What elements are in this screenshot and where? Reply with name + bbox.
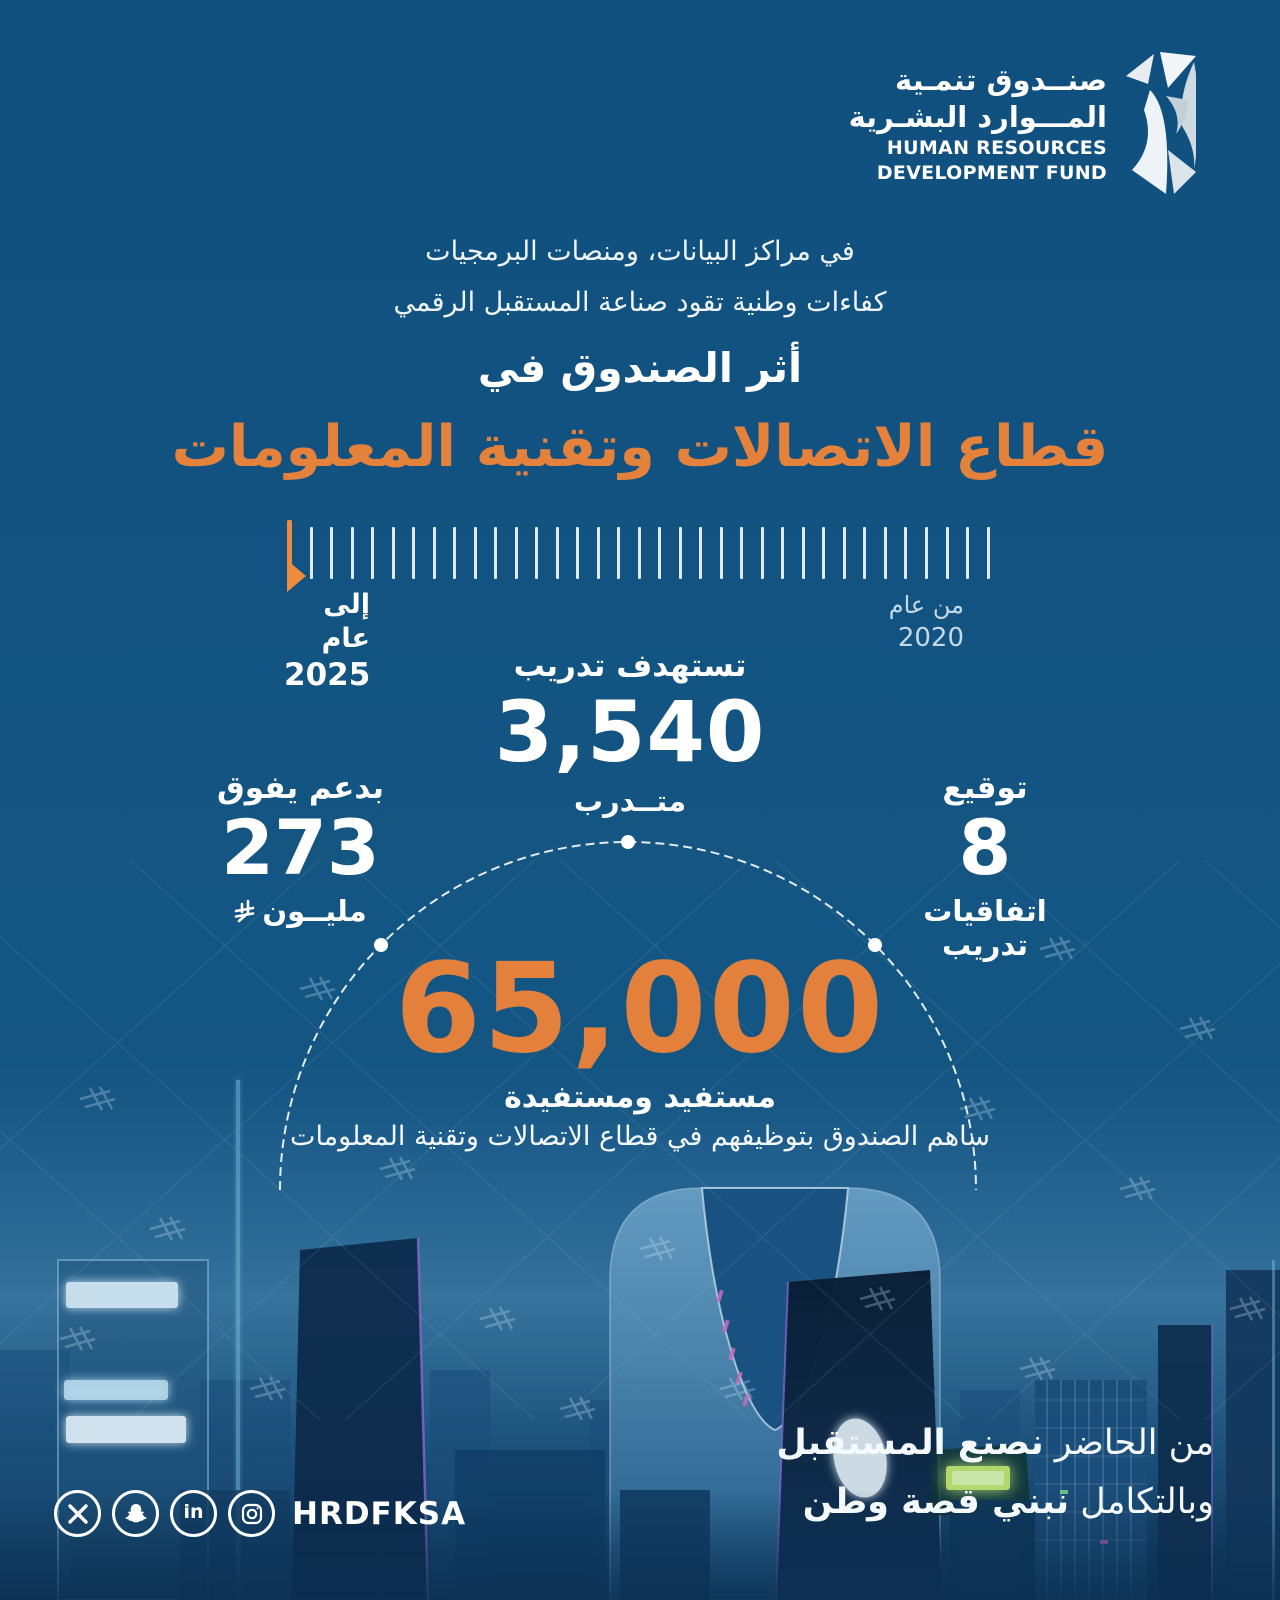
to-year-label: إلى عام [321,589,370,654]
timeline-tick [822,527,825,579]
beneficiaries-value: 65,000 [394,937,886,1081]
stat-support-label: بدعم يفوق [217,770,384,806]
stat-trainees-unit: متــدرب [573,784,687,819]
timeline-tick [433,527,436,579]
stat-agreements-unit: اتفاقيات تدريب [923,893,1047,962]
timeline-tick [781,527,784,579]
timeline-tick [843,527,846,579]
stat-agreements-label: توقيع [942,770,1028,806]
timeline-tick [310,527,313,579]
social-handle[interactable]: HRDFKSA [292,1495,467,1532]
title-pre: أثر الصندوق في [477,344,803,392]
instagram-icon[interactable] [228,1490,275,1537]
stat-support [198,770,403,928]
beneficiaries-caption: ساهم الصندوق بتوظيفهم في قطاع الاتصالات وتقنية المعلومات [290,1121,990,1153]
timeline-tick [884,527,887,579]
saudi-riyal-icon [234,899,255,923]
timeline-tick [412,527,415,579]
timeline-tick [330,527,333,579]
logo-english-line1: HUMAN RESOURCES [886,137,1107,159]
beneficiaries-stat [140,937,1140,1153]
timeline-tick [535,527,538,579]
timeline-tick [761,527,764,579]
timeline-tick [740,527,743,579]
timeline-ticks [287,520,990,592]
hrdf-palm-icon [1122,52,1196,196]
slogan-line1-regular: من الحاضر [1054,1423,1214,1463]
stat-agreements-value: 8 [958,803,1012,892]
intro-text [0,226,1280,328]
stat-support-value: 273 [221,803,380,892]
timeline-tick [679,527,682,579]
timeline-tick [863,527,866,579]
timeline-tick [515,527,518,579]
timeline-tick [966,527,969,579]
timeline-tick [658,527,661,579]
timeline-tick [699,527,702,579]
timeline-tick [638,527,641,579]
timeline-tick [987,527,990,579]
hrdf-logo [849,52,1196,196]
from-year-value: 2020 [897,623,964,653]
linkedin-icon[interactable] [170,1490,217,1537]
slogan-line2-regular: وبالتكامل [1080,1482,1214,1522]
title-main: قطاع الاتصالات وتقنية المعلومات [171,414,1109,480]
timeline-tick [802,527,805,579]
slogan [776,1414,1214,1532]
x-icon[interactable] [54,1490,101,1537]
timeline-tick [925,527,928,579]
stat-trainees-label: تستهدف تدريب [513,648,747,684]
timeline-tick [597,527,600,579]
snapchat-icon[interactable] [112,1490,159,1537]
timeline-tick [904,527,907,579]
timeline-tick [946,527,949,579]
stat-agreements [878,770,1092,962]
timeline-tick [576,527,579,579]
timeline-tick [371,527,374,579]
beneficiaries-label: مستفيد ومستفيدة [504,1080,776,1116]
logo-arabic-line1: صنــدوق تنمـية [895,63,1107,97]
social-bar [54,1490,466,1537]
timeline-tick [720,527,723,579]
timeline-tick [494,527,497,579]
stat-trainees [390,648,870,818]
timeline-tick [351,527,354,579]
slogan-line1-bold: نصنع المستقبل [776,1423,1044,1463]
logo-arabic-line2: المـــوارد البشـرية [848,100,1107,134]
timeline-tick [453,527,456,579]
timeline-from [874,590,964,655]
timeline-tick [474,527,477,579]
logo-english-line2: DEVELOPMENT FUND [876,162,1107,184]
timeline-tick [392,527,395,579]
stat-trainees-value: 3,540 [494,683,766,781]
timeline-tick [556,527,559,579]
hrdf-logo-text [849,62,1107,186]
intro-line2: كفاءات وطنية تقود صناعة المستقبل الرقمي [393,287,887,318]
stat-support-unit: مليــون [262,893,367,928]
linkedin-glyph: in [183,1500,204,1523]
slogan-line1 [776,1414,1214,1473]
slogan-line2-bold: نبني قصة وطن [802,1482,1070,1522]
slogan-line2 [776,1473,1214,1532]
timeline-tick [617,527,620,579]
intro-line1: في مراكز البيانات، ومنصات البرمجيات [425,236,855,267]
from-year-label: من عام [888,591,964,619]
timeline-to [284,588,370,694]
to-year-value: 2025 [284,657,371,693]
